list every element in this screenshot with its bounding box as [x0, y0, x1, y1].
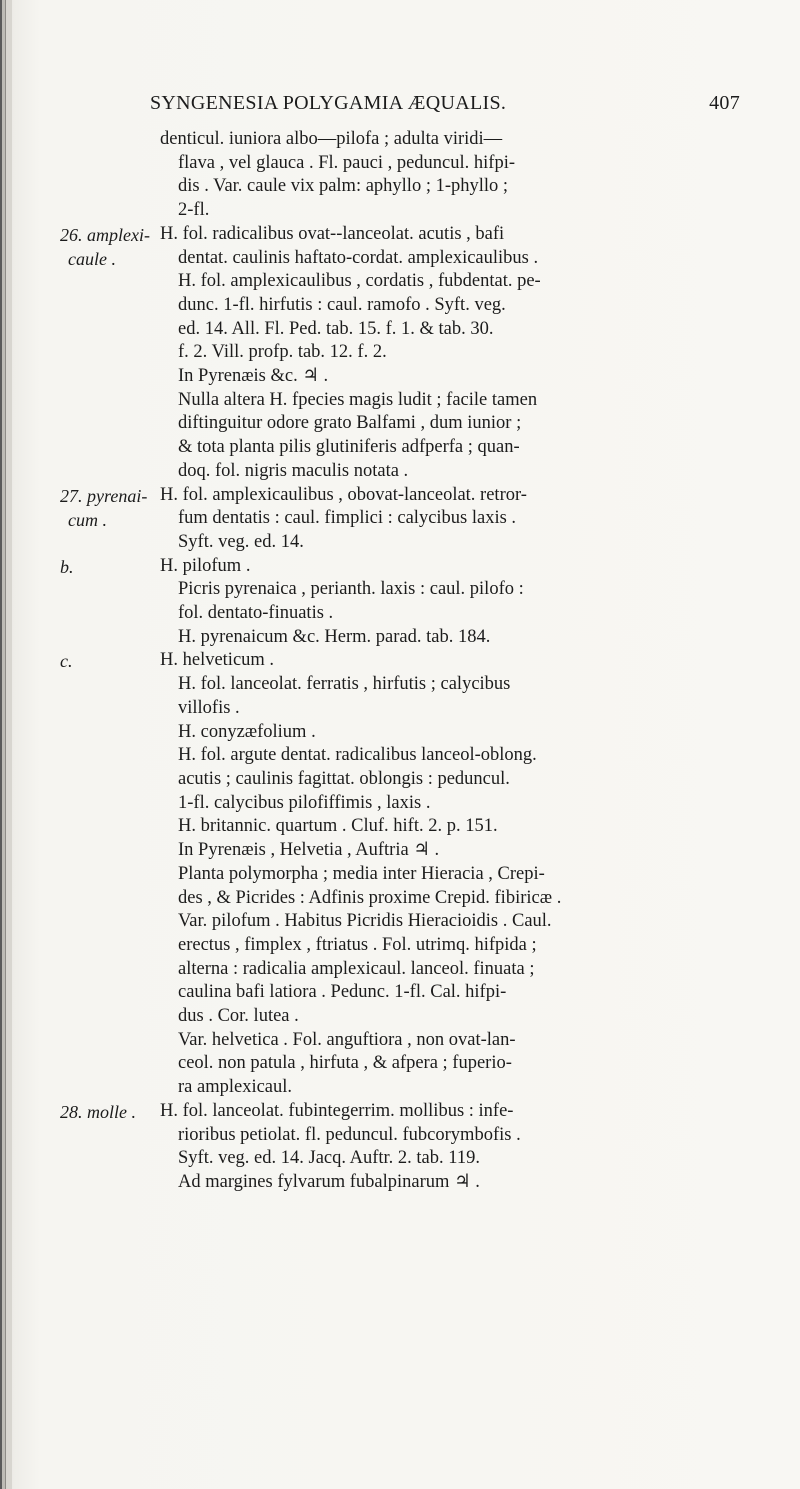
text-line: rioribus petiolat. fl. peduncul. fubcorymbofis .	[178, 1124, 521, 1145]
text-line: caulina bafi latiora . Pedunc. 1-fl. Cal. hifpi-	[178, 982, 507, 1003]
text-line: Ad margines fylvarum fubalpinarum ♃ .	[178, 1171, 480, 1192]
text-line: acutis ; caulinis fagittat. oblongis : peduncul.	[178, 768, 510, 789]
text-line: H. conyzæfolium .	[178, 721, 316, 742]
text-line: dus . Cor. lutea .	[178, 1006, 299, 1027]
text-line: H. britannic. quartum . Cluf. hift. 2. p. 151.	[178, 816, 498, 837]
species-entry	[60, 555, 800, 650]
page-number: 407	[709, 92, 740, 114]
species-entry	[60, 128, 800, 223]
text-line: 1-fl. calycibus pilofiffimis , laxis .	[178, 792, 431, 813]
text-line: diftinguitur odore grato Balfami , dum iunior ;	[178, 413, 522, 434]
text-line: ra amplexicaul.	[178, 1077, 293, 1098]
header-title: SYNGENESIA POLYGAMIA ÆQUALIS.	[150, 92, 507, 114]
text-line: In Pyrenæis &c. ♃ .	[178, 366, 329, 387]
entry-text	[160, 1100, 760, 1195]
species-entry	[60, 223, 800, 484]
text-line: H. fol. amplexicaulibus , cordatis , fubdentat. pe-	[178, 271, 541, 292]
text-line: denticul. iuniora albo—pilofa ; adulta viridi—	[160, 129, 503, 149]
entry-number: 26. amplexi- caule .	[60, 224, 150, 269]
text-line: H. fol. lanceolat. fubintegerrim. mollibus : infe-	[160, 1100, 514, 1121]
text-line: In Pyrenæis , Helvetia , Auftria ♃ .	[178, 840, 440, 861]
entry-number: b.	[60, 556, 74, 577]
text-line: H. fol. argute dentat. radicalibus lanceol-oblong.	[178, 745, 537, 766]
text-line: villofis .	[178, 697, 240, 718]
text-line: Syft. veg. ed. 14. Jacq. Auftr. 2. tab. 119.	[178, 1148, 480, 1169]
text-line: doq. fol. nigris maculis notata .	[178, 460, 409, 481]
entry-text	[160, 484, 760, 555]
entry-number: 28. molle .	[60, 1101, 136, 1122]
text-line: ceol. non patula , hirfuta , & afpera ; fuperio-	[178, 1053, 512, 1074]
species-entry	[60, 1100, 800, 1195]
text-line: fum dentatis : caul. fimplici : calycibus laxis .	[178, 508, 517, 529]
text-line: fol. dentato-finuatis .	[178, 603, 334, 624]
text-line: H. fol. amplexicaulibus , obovat-lanceolat. retror-	[160, 484, 527, 505]
entry-text	[160, 223, 760, 484]
text-line: erectus , fimplex , ftriatus . Fol. utrimq. hifpida ;	[178, 934, 537, 955]
text-line: 2-fl.	[178, 200, 210, 221]
text-line: H. pilofum .	[160, 555, 251, 576]
entry-text	[160, 555, 760, 650]
text-line: alterna : radicalia amplexicaul. lanceol. finuata ;	[178, 958, 535, 979]
text-line: H. fol. radicalibus ovat--lanceolat. acutis , bafi	[160, 223, 505, 244]
text-line: f. 2. Vill. profp. tab. 12. f. 2.	[178, 342, 387, 363]
text-line: Syft. veg. ed. 14.	[178, 531, 304, 552]
entry-number: 27. pyrenai- cum .	[60, 485, 148, 530]
text-line: flava , vel glauca . Fl. pauci , peduncul. hifpi-	[178, 152, 516, 173]
text-line: Picris pyrenaica , perianth. laxis : caul. pilofo :	[178, 579, 524, 600]
text-line: H. fol. lanceolat. ferratis , hirfutis ; calycibus	[178, 674, 511, 695]
text-line: Var. pilofum . Habitus Picridis Hieracioidis . Caul.	[178, 911, 552, 932]
text-line: dis . Var. caule vix palm: aphyllo ; 1-phyllo ;	[178, 176, 509, 197]
text-line: & tota planta pilis glutiniferis adfperfa ; quan-	[178, 437, 520, 458]
text-line: dentat. caulinis haftato-cordat. amplexicaulibus .	[178, 247, 539, 268]
text-line: H. helveticum .	[160, 650, 275, 671]
species-entry	[60, 484, 800, 555]
text-line: Var. helvetica . Fol. anguftiora , non ovat-lan-	[178, 1029, 516, 1050]
text-line: H. pyrenaicum &c. Herm. parad. tab. 184.	[178, 626, 491, 647]
page-binding-edge	[0, 0, 12, 1489]
text-line: Planta polymorpha ; media inter Hieracia , Crepi-	[178, 863, 545, 884]
text-line: ed. 14. All. Fl. Ped. tab. 15. f. 1. & tab. 30.	[178, 318, 494, 339]
running-header	[150, 92, 740, 126]
entry-text	[160, 128, 760, 223]
text-line: dunc. 1-fl. hirfutis : caul. ramofo . Syft. veg.	[178, 294, 506, 315]
entry-number: c.	[60, 651, 73, 672]
page-body	[60, 128, 800, 1195]
text-line: Nulla altera H. fpecies magis ludit ; facile tamen	[178, 389, 538, 410]
entry-text	[160, 649, 760, 1099]
species-entry	[60, 649, 800, 1099]
text-line: des , & Picrides : Adfinis proxime Crepid. fibiricæ .	[178, 887, 562, 908]
